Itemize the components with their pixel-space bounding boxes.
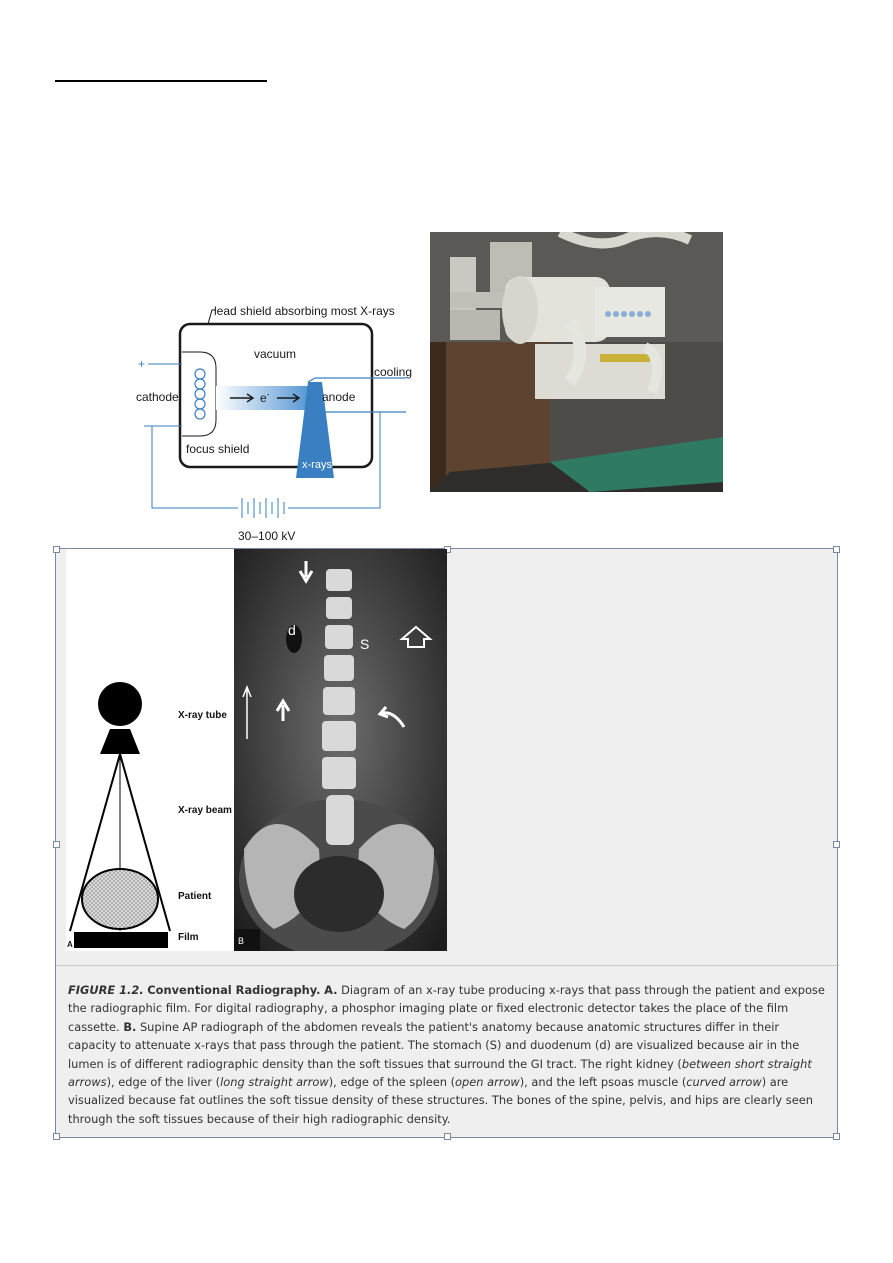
cooling-label: cooling <box>374 365 413 379</box>
spine <box>322 569 356 845</box>
label-b: B <box>238 936 245 946</box>
anode-label: anode <box>322 390 356 404</box>
caption-text-c: ), edge of the liver ( <box>106 1075 221 1090</box>
focus-shield <box>182 352 216 436</box>
xray-tube-diagram <box>120 300 420 550</box>
caption-italic-1: between short straight arrows <box>68 1056 812 1090</box>
film-shape <box>74 932 168 948</box>
label-s: S <box>360 636 370 652</box>
cathode-filament <box>195 369 205 419</box>
cathode-label: cathode <box>136 390 179 404</box>
caption-text-e: ), and the left psoas muscle ( <box>519 1075 687 1090</box>
electron-label: e- <box>260 390 270 405</box>
label-a: A <box>67 940 73 949</box>
tube-head <box>98 682 142 726</box>
panel-a-schematic <box>66 549 234 951</box>
figure-title: Conventional Radiography. <box>147 983 321 997</box>
panel-b-radiograph <box>234 549 447 951</box>
battery-symbol <box>242 498 284 518</box>
plus-label: + <box>138 357 146 371</box>
lead-shield-label: lead shield absorbing most X-rays <box>214 304 395 318</box>
xrays-label: x-rays <box>302 459 332 471</box>
resize-handle-bottom-left[interactable] <box>53 1133 60 1140</box>
resize-handle-bottom[interactable] <box>444 1133 451 1140</box>
caption-italic-3: open arrow <box>455 1075 520 1090</box>
circuit <box>152 412 380 508</box>
vacuum-label: vacuum <box>254 347 297 361</box>
tube-collimator <box>100 729 140 754</box>
resize-handle-bottom-right[interactable] <box>833 1133 840 1140</box>
xray-machine-photo <box>430 232 723 492</box>
resize-handle-right[interactable] <box>833 841 840 848</box>
part-a-label: A. <box>324 983 338 997</box>
figure-number: FIGURE 1.2. <box>68 983 144 997</box>
focus-shield-label: focus shield <box>186 442 250 456</box>
caption-italic-4: curved arrow <box>686 1075 762 1090</box>
label-xray-tube: X-ray tube <box>178 710 227 721</box>
voltage-label: 30–100 kV <box>238 529 296 543</box>
label-xray-beam: X-ray beam <box>178 805 232 816</box>
caption-text-a: Diagram of an x-ray tube producing x-rays that pass through the patient and expose the radiographic film. For digital radiography, a phosphor imaging plate or fixed electronic detector takes the place of the film cassette. <box>68 983 825 1034</box>
resize-handle-left[interactable] <box>53 841 60 848</box>
resize-handle-top-left[interactable] <box>53 546 60 553</box>
label-patient: Patient <box>178 891 212 902</box>
label-d: d <box>288 622 296 638</box>
part-b-label: B. <box>123 1019 137 1034</box>
caption-text-d: ), edge of the spleen ( <box>328 1075 456 1090</box>
label-film: Film <box>178 932 199 943</box>
figure-panel <box>55 548 838 1138</box>
caption-italic-2: long straight arrow <box>220 1075 329 1090</box>
heading-underline <box>55 80 267 82</box>
caption-text-b: Supine AP radiograph of the abdomen reveals the patient's anatomy because anatomic structures differ in their capacity to attenuate x-rays that pass through the patient. The stomach (S) and duodenum (d) are visualized because air in the lumen is of different radiographic density than the soft tissues that surround the GI tract. The right kidney ( <box>68 1019 800 1071</box>
caption-text-f: ) are visualized because fat outlines the soft tissue density of these structures. The bones of the spine, pelvis, and hips are clearly seen through the soft tissues because of their high radiographic density. <box>68 1075 813 1126</box>
figure-caption <box>56 965 839 1128</box>
resize-handle-top-right[interactable] <box>833 546 840 553</box>
patient-shape <box>82 869 158 929</box>
